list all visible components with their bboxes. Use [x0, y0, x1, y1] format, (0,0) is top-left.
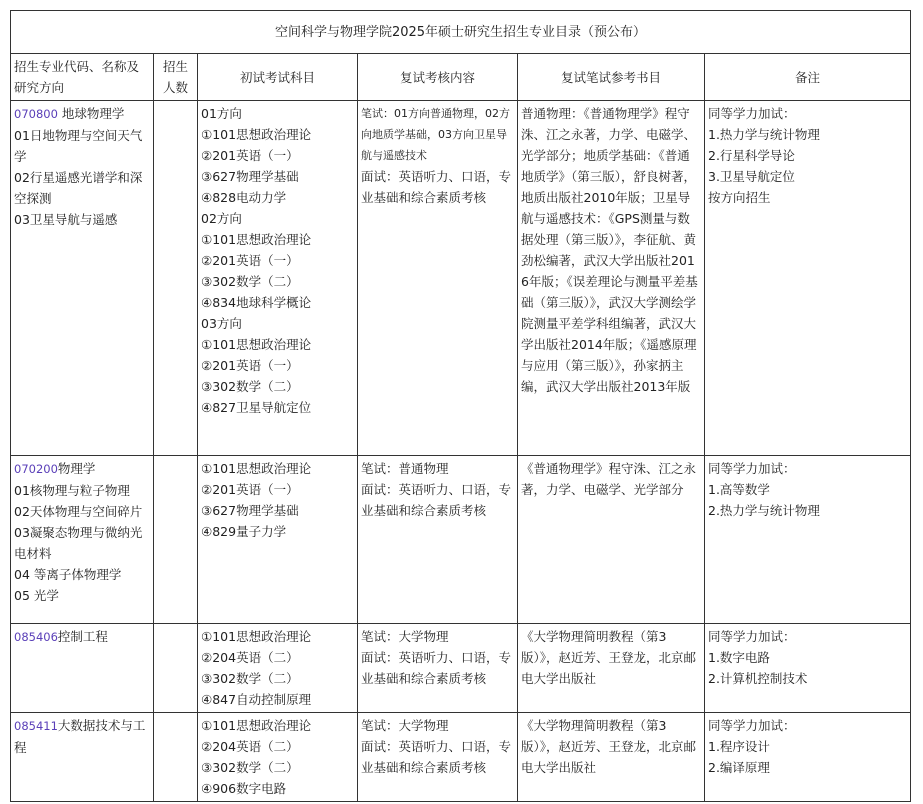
header-remarks: 备注 [705, 54, 911, 101]
remark-line: 同等学力加试： [708, 718, 796, 733]
exam-subject: ④829量子力学 [201, 524, 287, 539]
header-code-name: 招生专业代码、名称及研究方向 [11, 54, 154, 101]
major-cell [11, 624, 154, 713]
retest-content-cell [358, 624, 518, 713]
exam-subject: ④906数字电路 [201, 781, 287, 796]
retest-item: 笔试：01方向普通物理，02方向地质学基础，03方向卫星导航与遥感技术 [361, 107, 510, 162]
direction-label: 01方向 [201, 106, 242, 121]
retest-content-cell [358, 456, 518, 624]
exam-subject: ④847自动控制原理 [201, 692, 312, 707]
table-body [11, 101, 911, 802]
header-retest-content: 复试考核内容 [358, 54, 518, 101]
research-direction: 03卫星导航与遥感 [14, 212, 118, 227]
exam-subject: ④828电动力学 [201, 190, 287, 205]
retest-books-cell: 《普通物理学》程守洙、江之永著，力学、电磁学、光学部分 [518, 456, 705, 624]
table-row [11, 456, 911, 624]
retest-item: 面试：英语听力、口语，专业基础和综合素质考核 [361, 482, 512, 518]
first-exam-cell [198, 456, 358, 624]
catalog-table [10, 10, 911, 802]
remarks-cell [705, 624, 911, 713]
research-direction: 05 光学 [14, 588, 59, 603]
title-row [11, 11, 911, 54]
major-cell [11, 456, 154, 624]
exam-subject: ②204英语（二） [201, 650, 299, 665]
exam-subject: ②201英语（一） [201, 148, 299, 163]
major-name: 控制工程 [57, 629, 108, 644]
enrollment-cell [154, 624, 198, 713]
research-direction: 03凝聚态物理与微纳光电材料 [14, 525, 143, 561]
retest-books-cell: 普通物理：《普通物理学》程守洙、江之永著，力学、电磁学、光学部分；地质学基础：《普通地质学》（第三版），舒良树著，地质出版社2010年版；卫星导航与遥感技术：《GPS测量与数据处理（第三版）》，李征航、黄劲松编著，武汉大学出版社2016年版；《误差理论与测量平差基础（第三版）》，武汉大学测绘学院测量平差学科组编著，武汉大学出版社2014年版；《遥感原理与应用（第三版）》，孙家抦主编，武汉大学出版社2013年版 [518, 101, 705, 456]
direction-label: 02方向 [201, 211, 242, 226]
retest-books-cell: 《大学物理简明教程（第3版）》，赵近芳、王登龙，北京邮电大学出版社 [518, 713, 705, 802]
exam-subject: ②201英语（一） [201, 253, 299, 268]
table-row [11, 101, 911, 456]
retest-books-cell: 《大学物理简明教程（第3版）》，赵近芳、王登龙，北京邮电大学出版社 [518, 624, 705, 713]
exam-subject: ①101思想政治理论 [201, 232, 312, 247]
table-row [11, 624, 911, 713]
retest-item: 面试：英语听力、口语，专业基础和综合素质考核 [361, 739, 512, 775]
remark-line: 同等学力加试： [708, 461, 796, 476]
remark-line: 1.热力学与统计物理 [708, 127, 820, 142]
header-enrollment: 招生人数 [154, 54, 198, 101]
exam-subject: ③627物理学基础 [201, 503, 299, 518]
research-direction: 01日地物理与空间天气学 [14, 128, 143, 164]
major-name: 地球物理学 [57, 106, 125, 121]
direction-label: 03方向 [201, 316, 242, 331]
remarks-cell [705, 101, 911, 456]
remarks-cell [705, 456, 911, 624]
enrollment-cell [154, 101, 198, 456]
exam-subject: ①101思想政治理论 [201, 718, 312, 733]
remark-line: 3.卫星导航定位 [708, 169, 795, 184]
remark-line: 同等学力加试： [708, 106, 796, 121]
remark-line: 按方向招生 [708, 190, 771, 205]
remark-line: 1.数字电路 [708, 650, 770, 665]
header-row [11, 54, 911, 101]
major-heading [14, 103, 150, 125]
exam-subject: ②201英语（一） [201, 358, 299, 373]
retest-item: 面试：英语听力、口语，专业基础和综合素质考核 [361, 650, 512, 686]
table-row [11, 713, 911, 802]
enrollment-cell [154, 456, 198, 624]
research-direction: 01核物理与粒子物理 [14, 483, 130, 498]
remark-line: 同等学力加试： [708, 629, 796, 644]
exam-subject: ③302数学（二） [201, 274, 299, 289]
remarks-cell [705, 713, 911, 802]
exam-subject: ③302数学（二） [201, 379, 299, 394]
major-code: 085411 [14, 719, 58, 733]
table-title: 空间科学与物理学院2025年硕士研究生招生专业目录（预公布） [11, 11, 911, 54]
major-cell [11, 713, 154, 802]
major-heading [14, 715, 150, 758]
exam-subject: ②204英语（二） [201, 739, 299, 754]
first-exam-cell [198, 624, 358, 713]
exam-subject: ③302数学（二） [201, 760, 299, 775]
retest-item: 笔试：大学物理 [361, 718, 449, 733]
retest-item: 笔试：大学物理 [361, 629, 449, 644]
first-exam-cell [198, 101, 358, 456]
enrollment-cell [154, 713, 198, 802]
research-direction: 04 等离子体物理学 [14, 567, 122, 582]
research-direction: 02天体物理与空间碎片 [14, 504, 143, 519]
major-code: 070200 [14, 462, 58, 476]
exam-subject: ④834地球科学概论 [201, 295, 312, 310]
major-heading [14, 458, 150, 480]
remark-line: 2.热力学与统计物理 [708, 503, 820, 518]
remark-line: 2.计算机控制技术 [708, 671, 808, 686]
exam-subject: ①101思想政治理论 [201, 461, 312, 476]
major-cell [11, 101, 154, 456]
retest-item: 笔试：普通物理 [361, 461, 449, 476]
exam-subject: ①101思想政治理论 [201, 629, 312, 644]
remark-line: 2.编译原理 [708, 760, 770, 775]
major-name: 物理学 [57, 461, 96, 476]
header-first-exam: 初试考试科目 [198, 54, 358, 101]
major-heading [14, 626, 150, 648]
retest-item: 面试：英语听力、口语，专业基础和综合素质考核 [361, 169, 512, 205]
retest-content-cell [358, 713, 518, 802]
exam-subject: ③627物理学基础 [201, 169, 299, 184]
major-code: 070800 [14, 107, 58, 121]
retest-content-cell [358, 101, 518, 456]
major-code: 085406 [14, 630, 58, 644]
remark-line: 2.行星科学导论 [708, 148, 795, 163]
research-direction: 02行星遥感光谱学和深空探测 [14, 170, 143, 206]
exam-subject: ②201英语（一） [201, 482, 299, 497]
header-retest-books: 复试笔试参考书目 [518, 54, 705, 101]
exam-subject: ③302数学（二） [201, 671, 299, 686]
exam-subject: ①101思想政治理论 [201, 127, 312, 142]
exam-subject: ①101思想政治理论 [201, 337, 312, 352]
major-name: 大数据技术与工程 [14, 718, 146, 755]
exam-subject: ④827卫星导航定位 [201, 400, 312, 415]
first-exam-cell [198, 713, 358, 802]
remark-line: 1.程序设计 [708, 739, 770, 754]
remark-line: 1.高等数学 [708, 482, 770, 497]
